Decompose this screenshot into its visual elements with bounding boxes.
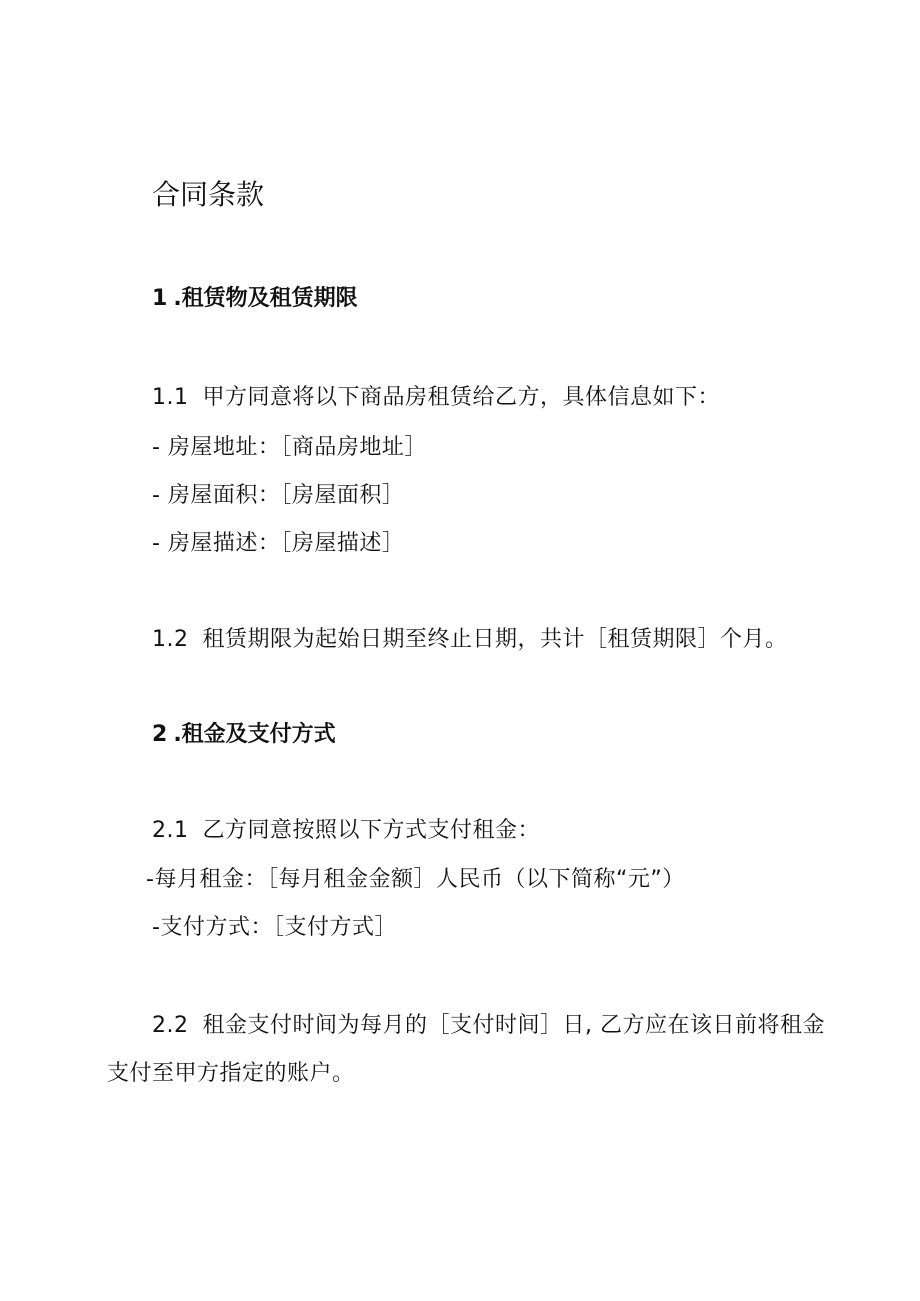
clause-1-2 bbox=[152, 626, 788, 654]
section-1-title: .租赁物及租赁期限 bbox=[173, 286, 358, 311]
list-item-house-area: - 房屋面积：［房屋面积］ bbox=[152, 483, 405, 508]
clause-2-2-text-line1: 租金支付时间为每月的［支付时间］日, 乙方应在该日前将租金 bbox=[202, 1013, 825, 1038]
clause-1-2-number: 1.2 bbox=[152, 627, 189, 652]
clause-1-1 bbox=[152, 384, 720, 412]
document-title: 合同条款 bbox=[152, 178, 265, 211]
clause-2-1-text: 乙方同意按照以下方式支付租金： bbox=[202, 818, 541, 843]
clause-1-1-number: 1.1 bbox=[152, 385, 189, 410]
section-1-number: 1 bbox=[152, 286, 168, 311]
section-2-number: 2 bbox=[152, 722, 168, 747]
section-2-heading bbox=[152, 721, 336, 749]
section-2-title: .租金及支付方式 bbox=[173, 722, 336, 747]
list-item-monthly-rent: -每月租金：［每月租金金额］人民币（以下简称“元”） bbox=[146, 867, 685, 892]
clause-2-2-text-line2: 支付至甲方指定的账户。 bbox=[107, 1061, 355, 1086]
section-1-heading bbox=[152, 285, 358, 313]
clause-2-1-number: 2.1 bbox=[152, 818, 189, 843]
clause-2-2-number: 2.2 bbox=[152, 1013, 189, 1038]
list-item-house-address: - 房屋地址：［商品房地址］ bbox=[152, 435, 427, 460]
clause-2-1 bbox=[152, 817, 540, 845]
list-item-house-description: - 房屋描述：［房屋描述］ bbox=[152, 531, 405, 556]
list-item-payment-method: -支付方式：［支付方式］ bbox=[152, 915, 397, 940]
clause-1-1-text: 甲方同意将以下商品房租赁给乙方，具体信息如下： bbox=[202, 385, 721, 410]
clause-2-2 bbox=[152, 1012, 825, 1040]
clause-1-2-text: 租赁期限为起始日期至终止日期，共计［租赁期限］个月。 bbox=[202, 627, 788, 652]
